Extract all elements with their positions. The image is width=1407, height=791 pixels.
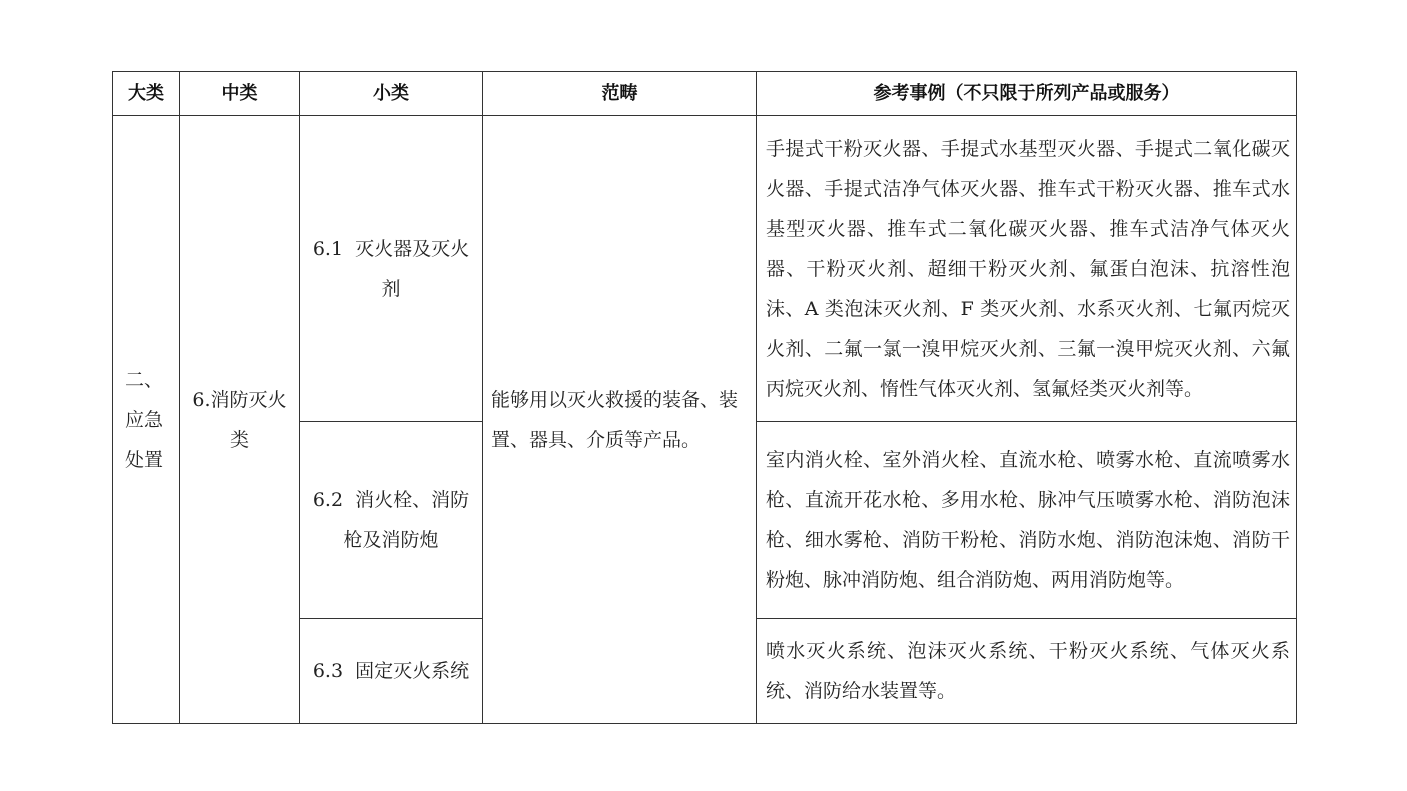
minor-category-text: 6.2 消火栓、消防枪及消防炮 bbox=[312, 489, 470, 551]
examples-cell bbox=[757, 116, 1297, 422]
minor-category-text: 6.3 固定灭火系统 bbox=[312, 660, 470, 682]
header-major: 大类 bbox=[113, 72, 180, 116]
mid-category-text: 6.消防灭火类 bbox=[192, 388, 287, 451]
examples-text: 喷水灭火系统、泡沫灭火系统、干粉灭火系统、气体灭火系统、消防给水装置等。 bbox=[766, 640, 1290, 702]
header-mid: 中类 bbox=[180, 72, 300, 116]
minor-category-cell bbox=[300, 619, 483, 724]
mid-category-cell bbox=[180, 116, 300, 724]
major-category-text: 二、应急处置 bbox=[125, 368, 164, 471]
examples-cell bbox=[757, 422, 1297, 619]
examples-text: 室内消火栓、室外消火栓、直流水枪、喷雾水枪、直流喷雾水枪、直流开花水枪、多用水枪、脉冲气压喷雾水枪、消防泡沫枪、细水雾枪、消防干粉枪、消防水炮、消防泡沫炮、消防干粉炮、脉冲消防炮、组合消防炮、两用消防炮等。 bbox=[766, 449, 1290, 591]
header-examples: 参考事例（不只限于所列产品或服务） bbox=[757, 72, 1297, 116]
examples-text: 手提式干粉灭火器、手提式水基型灭火器、手提式二氧化碳灭火器、手提式洁净气体灭火器、推车式干粉灭火器、推车式水基型灭火器、推车式二氧化碳灭火器、推车式洁净气体灭火器、干粉灭火剂、超细干粉灭火剂、氟蛋白泡沫、抗溶性泡沫、A 类泡沫灭火剂、F 类灭火剂、水系灭火剂、七氟丙烷灭火剂、二氟一氯一溴甲烷灭火剂、三氟一溴甲烷灭火剂、六氟丙烷灭火剂、惰性气体灭火剂、氢氟烃类灭火剂等。 bbox=[766, 137, 1290, 400]
minor-category-cell bbox=[300, 116, 483, 422]
major-category-cell bbox=[113, 116, 180, 724]
header-minor: 小类 bbox=[300, 72, 483, 116]
category-table bbox=[112, 71, 1297, 724]
scope-text: 能够用以灭火救援的装备、装置、器具、介质等产品。 bbox=[491, 388, 739, 451]
examples-cell bbox=[757, 619, 1297, 724]
scope-cell bbox=[483, 116, 757, 724]
header-scope: 范畴 bbox=[483, 72, 757, 116]
header-row bbox=[113, 72, 1297, 116]
minor-category-text: 6.1 灭火器及灭火剂 bbox=[312, 237, 470, 300]
minor-category-cell bbox=[300, 422, 483, 619]
table-row bbox=[113, 116, 1297, 422]
